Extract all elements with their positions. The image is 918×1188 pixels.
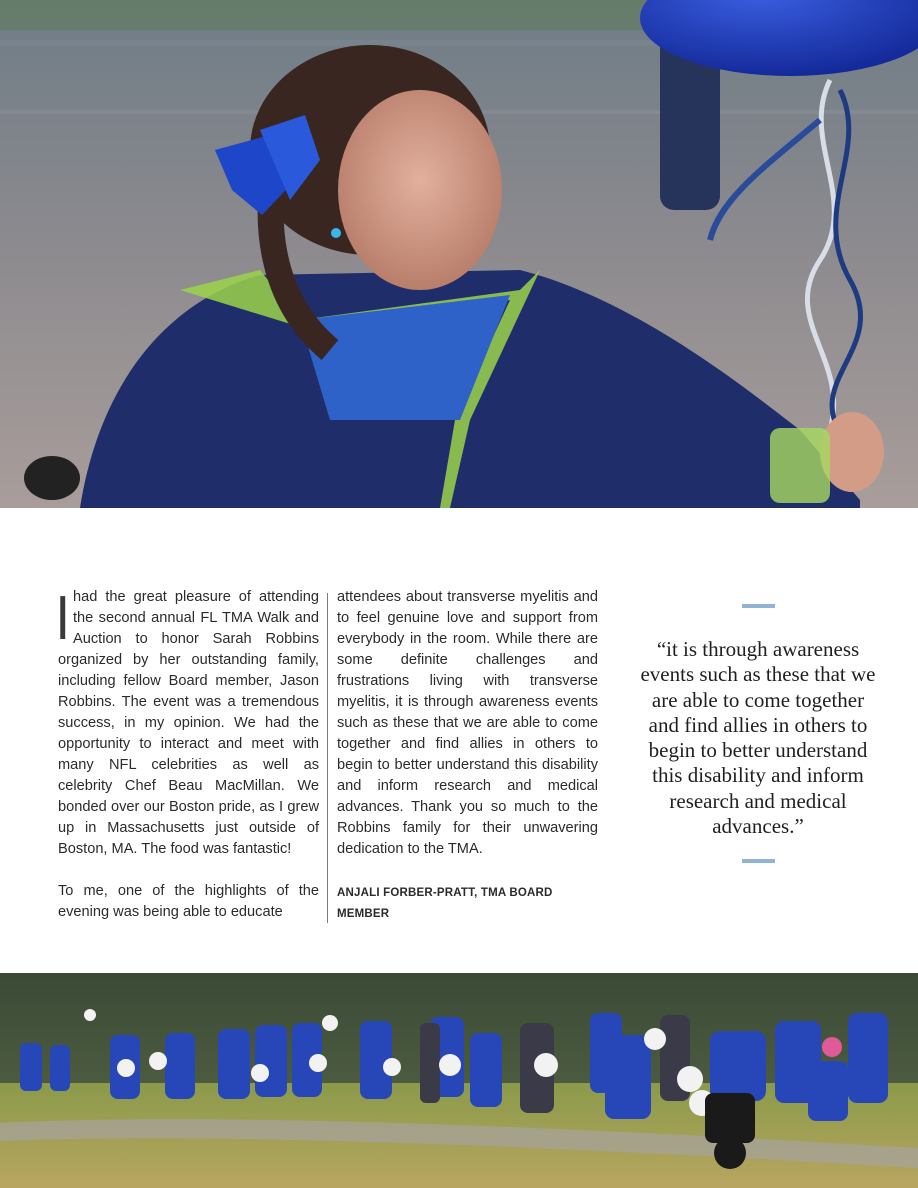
paragraph-3: attendees about transverse myelitis and to feel genuine love and support from everybody in the room. While there are some definite challenges and frustrations living with transverse myelitis, it is through awareness events such as these that we are able to come together and find allies in others to begin to better understand this disability and inform research and medical advances. Thank you so much to the Robbins family for their unwavering dedication to the TMA. [337, 589, 598, 857]
paragraph-1-text: had the great pleasure of attending the second annual FL TMA Walk and Auction to honor Sarah Robbins organized by her outstanding family, including fellow Board member, Jason Robbins. The event was a tremendous success, in my opinion. We had the opportunity to interact and meet with many NFL celebrities as well as celebrity Chef Beau MacMillan. We bonded over our Boston pride, as I grew up in Massachusetts just outside of Boston, MA. The food was fantastic! [58, 589, 319, 857]
column-divider [327, 593, 328, 923]
walk-photo [0, 973, 918, 1188]
hero-photo [0, 0, 918, 508]
paragraph-2: To me, one of the highlights of the evening was being able to educate [58, 883, 319, 920]
author-byline: ANJALI FORBER-PRATT, TMA BOARD MEMBER [337, 887, 553, 920]
pull-quote [640, 604, 876, 863]
girl-with-balloon-photo-icon [0, 0, 918, 508]
walk-participants-photo-icon [0, 973, 918, 1188]
quote-top-rule [742, 604, 775, 608]
paragraph-1 [58, 584, 319, 860]
pull-quote-text: “it is through awareness events such as these that we are able to come together and find allies in others to begin to better understand this disability and inform research and medical advances.” [640, 637, 876, 839]
drop-cap: I [58, 584, 68, 653]
quote-bottom-rule [742, 859, 775, 863]
article-column-1 [58, 584, 319, 923]
article-column-2 [337, 587, 598, 925]
